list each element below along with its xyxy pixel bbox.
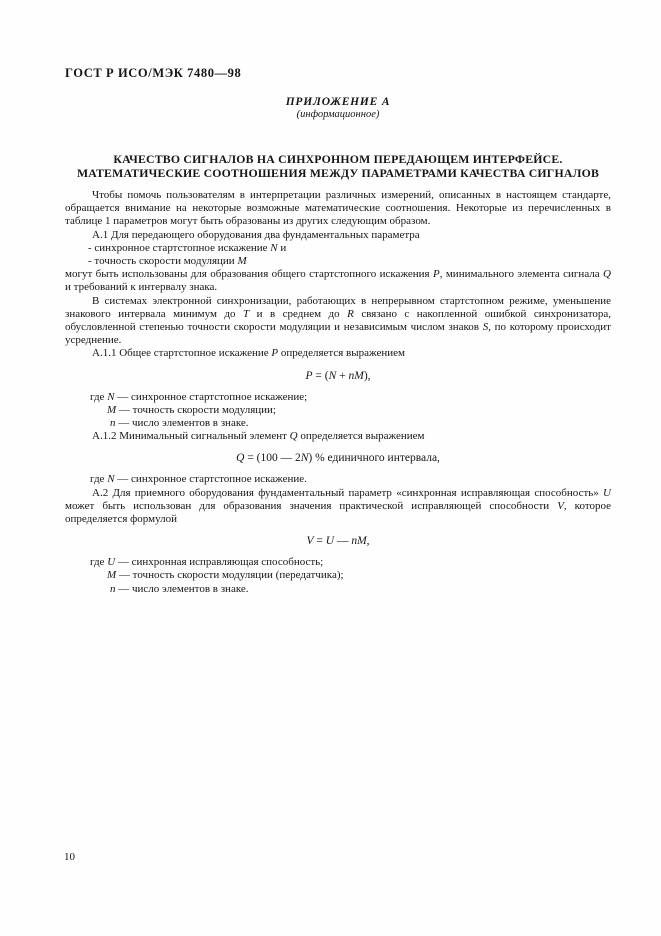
text-run: + (336, 369, 349, 382)
math-variable: Q (236, 452, 245, 465)
text-run: определяется выражением (278, 347, 405, 360)
text-run: — число элементов в знаке. (115, 582, 249, 595)
text-run: где (90, 390, 108, 403)
math-variable: R (347, 307, 354, 320)
math-variable: V (557, 499, 564, 512)
paragraph-intro: Чтобы помочь пользователям в интерпретации различных измерений, описанных в настоящем стандарте, обращается внимание на некоторые возможные математические соотношения. Некоторые из перечисленных в таблице 1 параметров могут быть образованы из других следующим образом. (65, 189, 611, 228)
math-variable: M (237, 255, 247, 268)
annex-heading (65, 96, 611, 121)
text-run: , которое определяется формулой (65, 499, 611, 526)
math-variable: N (107, 390, 115, 403)
text-run: А.2 Для приемного оборудования фундаментальный параметр «синхронная исправляющая способность» (92, 486, 604, 499)
math-variable: T (243, 307, 250, 320)
text-run: — точность скорости модуляции; (116, 403, 276, 416)
page-number: 10 (64, 851, 75, 863)
text-run: могут быть использованы для образования общего стартстопного искажения (65, 268, 433, 281)
math-variable: n (110, 417, 116, 430)
math-variable: N (328, 369, 337, 382)
math-variable: N (300, 452, 309, 465)
text-run: ) % единичного интервала, (308, 452, 440, 465)
where-item (65, 417, 611, 430)
clause-a2-lead (65, 487, 611, 527)
standard-designation: ГОСТ Р ИСО/МЭК 7480—98 (65, 66, 242, 80)
math-variable: S (482, 321, 489, 334)
text-run: А.1.2 Минимальный сигнальный элемент (92, 430, 290, 443)
text-run: — синхронная исправляющая способность; (115, 556, 324, 569)
where-item (65, 583, 611, 596)
annex-type: (информационное) (296, 109, 380, 120)
text-run: — (334, 535, 352, 548)
where-list-3 (65, 556, 611, 596)
title-line-2: МАТЕМАТИЧЕСКИЕ СООТНОШЕНИЯ МЕЖДУ ПАРАМЕТРАМИ КАЧЕСТВА СИГНАЛОВ (76, 166, 600, 180)
text-run: и требований к интервалу знака. (65, 281, 218, 294)
text-run: = (313, 535, 326, 548)
math-variable: P (432, 268, 440, 281)
document-body (65, 189, 611, 596)
math-variable: n (110, 582, 116, 595)
text-run: определяется выражением (297, 430, 425, 443)
clause-a11-lead (65, 347, 611, 360)
text-run: и (277, 241, 287, 254)
text-run: В системах электронной синхронизации, работающих в непрерывном стартстопном режиме, уменьшение знакового интервала минимум до (65, 294, 611, 320)
math-variable: nM (351, 535, 367, 548)
formula-total-distortion-p (65, 369, 611, 383)
text-run: А.1.1 Общее стартстопное искажение (92, 347, 272, 360)
math-variable: U (325, 535, 335, 548)
text-run: - точность скорости модуляции (88, 255, 238, 268)
where-list-2 (65, 473, 611, 486)
paragraph-sync-systems (65, 295, 611, 348)
math-variable: M (107, 403, 117, 416)
text-run: где (90, 556, 108, 569)
where-item (65, 391, 611, 404)
bullet-modulation-rate (65, 255, 611, 268)
clause-a1-continuation (65, 268, 611, 294)
math-variable: V (306, 535, 314, 548)
title-line-1: КАЧЕСТВО СИГНАЛОВ НА СИНХРОННОМ ПЕРЕДАЮЩЕМ ИНТЕРФЕЙСЕ. (113, 152, 563, 166)
math-variable: U (603, 486, 611, 499)
clause-a12-lead (65, 430, 611, 443)
text-run: ), (363, 369, 371, 382)
where-item (65, 569, 611, 582)
where-list-1 (65, 391, 611, 431)
text-run: — синхронное стартстопное искажение. (114, 473, 307, 486)
math-variable: N (107, 473, 115, 486)
text-run: — число элементов в знаке. (115, 417, 249, 430)
text-run: где (90, 473, 108, 486)
annex-label: ПРИЛОЖЕНИЕ А (285, 96, 391, 108)
text-run: — синхронное стартстопное искажение; (114, 390, 308, 403)
text-run: = (100 — 2 (244, 452, 301, 465)
clause-a1-lead: А.1 Для передающего оборудования два фундаментальных параметра (92, 228, 420, 241)
document-title (50, 152, 626, 180)
math-variable: P (305, 369, 313, 382)
math-variable: Q (603, 268, 611, 281)
formula-minimum-element-q (65, 451, 611, 465)
math-variable: N (270, 241, 278, 254)
text-run: и в среднем до (249, 307, 348, 320)
text-run: , (366, 535, 370, 548)
text-run: = ( (312, 369, 329, 382)
text-run: , по которому происходит усреднение. (65, 321, 611, 347)
text-run: , минимального элемента сигнала (439, 268, 604, 281)
bullet-sync-distortion (65, 242, 611, 255)
math-variable: P (271, 347, 279, 360)
text-run: — точность скорости модуляции (передатчика); (116, 569, 344, 582)
text-run: - синхронное стартстопное искажение (88, 241, 271, 254)
math-variable: nM (348, 369, 364, 382)
where-item (65, 556, 611, 569)
text-run: может быть использован для образования значения практической исправляющей способности (65, 499, 558, 512)
where-item (65, 404, 611, 417)
text-run: связано с накопленной ошибкой синхронизатора, обусловленной степенью точности скорости модуляции и независимым числом знаков (65, 307, 611, 334)
formula-practical-margin-v (65, 534, 611, 548)
math-variable: Q (289, 430, 298, 443)
math-variable: U (107, 556, 116, 569)
math-variable: M (107, 569, 117, 582)
